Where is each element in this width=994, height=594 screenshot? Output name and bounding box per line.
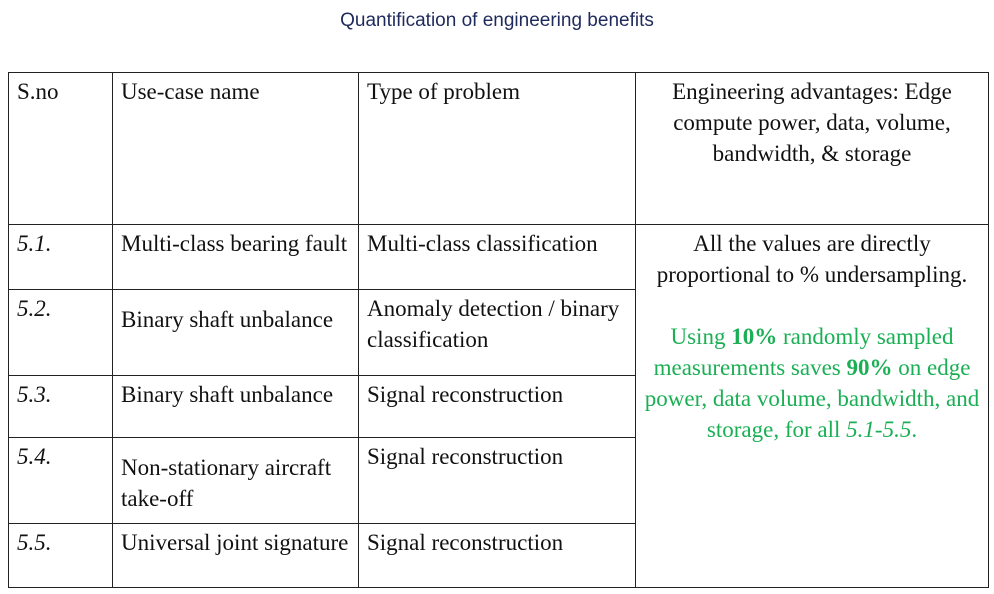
row-problem: Signal reconstruction	[359, 376, 636, 438]
table-row	[9, 225, 989, 290]
advantages-pct90: 90%	[846, 355, 893, 380]
row-sno: 5.5.	[9, 524, 113, 588]
header-advantages: Engineering advantages: Edge compute power, data, volume, bandwidth, & storage	[636, 73, 989, 225]
advantages-pct10: 10%	[731, 324, 778, 349]
row-sno: 5.3.	[9, 376, 113, 438]
benefits-table	[8, 72, 989, 588]
table-header-row	[9, 73, 989, 225]
row-sno: 5.1.	[9, 225, 113, 290]
header-usecase: Use-case name	[113, 73, 359, 225]
row-problem: Anomaly detection / binary classification	[359, 290, 636, 376]
page-title: Quantification of engineering benefits	[340, 10, 654, 31]
row-usecase: Binary shaft unbalance	[113, 290, 359, 376]
row-usecase: Binary shaft unbalance	[113, 376, 359, 438]
row-usecase: Non-stationary aircraft take-off	[113, 438, 359, 524]
advantages-cell	[636, 225, 989, 588]
row-usecase: Universal joint signature	[113, 524, 359, 588]
advantages-using: Using	[670, 324, 732, 349]
row-problem: Signal reconstruction	[359, 438, 636, 524]
row-sno: 5.4.	[9, 438, 113, 524]
advantages-end: .	[911, 417, 918, 442]
advantages-summary: All the values are directly proportional to % undersampling.	[656, 231, 968, 287]
header-sno: S.no	[9, 73, 113, 225]
row-problem: Multi-class classification	[359, 225, 636, 290]
header-problem: Type of problem	[359, 73, 636, 225]
advantages-tail: on edge power, data volume, bandwidth, and storage, for all	[644, 355, 980, 442]
row-usecase: Multi-class bearing fault	[113, 225, 359, 290]
row-problem: Signal reconstruction	[359, 524, 636, 588]
advantages-mid: randomly sampled measurements saves	[653, 324, 954, 380]
row-sno: 5.2.	[9, 290, 113, 376]
advantages-detail	[644, 321, 980, 445]
advantages-range: 5.1-5.5	[846, 417, 912, 442]
